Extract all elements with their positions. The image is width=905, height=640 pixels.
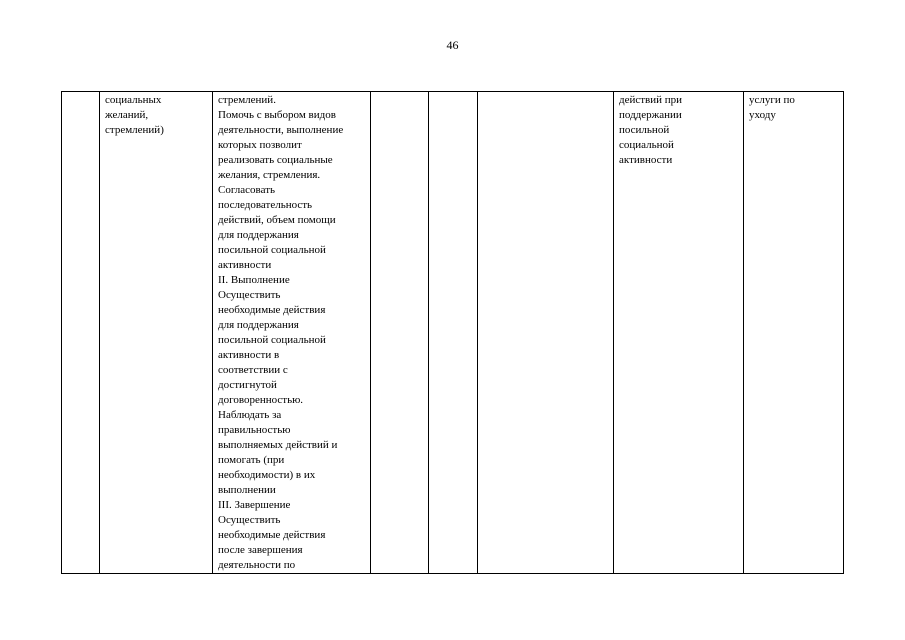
table-cell-result: действий при поддержании посильной социальной активности xyxy=(614,92,744,574)
table-row xyxy=(62,92,844,574)
table-cell-number xyxy=(62,92,100,574)
table-cell-need: социальных желаний, стремлений) xyxy=(100,92,213,574)
table-cell-col6 xyxy=(478,92,614,574)
page-number: 46 xyxy=(446,38,459,52)
table-cell-col4 xyxy=(371,92,429,574)
table-cell-actions: стремлений. Помочь с выбором видов деятельности, выполнение которых позволит реализовать социальные желания, стремления. Согласовать последовательность действий, объем помощи для поддержания посильной социальной активности II. Выполнение Осуществить необходимые действия для поддержания посильной социальной активности в соответствии с достигнутой договоренностью. Наблюдать за правильностью выполняемых действий и помогать (при необходимости) в их выполнении III. Завершение Осуществить необходимые действия после завершения деятельности по xyxy=(213,92,371,574)
services-table xyxy=(61,91,844,574)
table-cell-service-type: услуги по уходу xyxy=(744,92,844,574)
table-cell-col5 xyxy=(429,92,478,574)
